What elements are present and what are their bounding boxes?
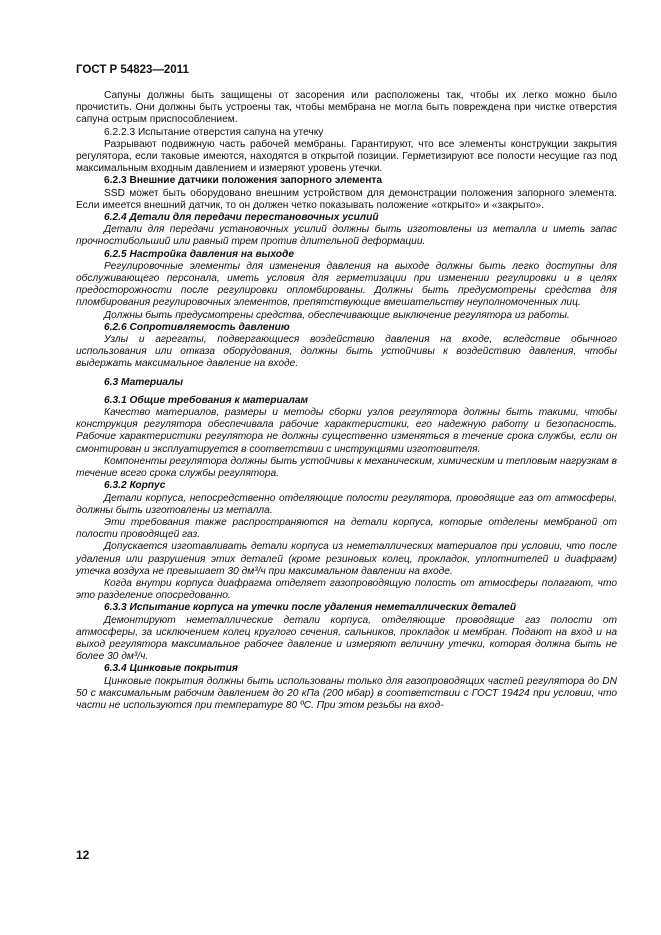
paragraph: Компоненты регулятора должны быть устойчивы к механическим, химическим и тепловым нагрузкам в течение всего срока службы регулятора. <box>76 455 617 480</box>
paragraph: Когда внутри корпуса диафрагма отделяет газопроводящую полость от атмосферы полагают, что это разделение опосредованно. <box>76 577 617 602</box>
paragraph: 6.2.2.3 Испытание отверстия сапуна на утечку <box>104 126 324 138</box>
paragraph: Детали для передачи установочных усилий должны быть изготовлены из металла и иметь запас прочностибольший или равный трем против длительной деформации. <box>76 224 617 248</box>
paragraph: Сапуны должны быть защищены от засорения или расположены так, чтобы их легко можно было прочистить. Они должны быть устроены так, чтобы мембрана не могла быть повреждена при чистке отверстия сапуна острым приспособлением. <box>76 90 617 126</box>
paragraph: Цинковые покрытия должны быть использованы только для газопроводящих частей регулятора до DN 50 с максимальным рабочим давлением до 20 кПа (200 мбар) в соответствии с ГОСТ 19424 при условии, что части не используются при температуре 80 ºС. При этом резьбы на вход- <box>76 675 617 711</box>
document-body <box>76 90 617 712</box>
paragraph: SSD может быть оборудовано внешним устройством для демонстрации положения запорного элемента. Если имеется внешний датчик, то он должен четко показывать положение «открыто» и «закрыто». <box>76 187 617 211</box>
section-heading: 6.2.6 Сопротивляемость давлению <box>104 321 290 333</box>
section-heading: 6.3 Материалы <box>104 376 184 388</box>
paragraph: Допускается изготавливать детали корпуса из неметаллических материалов при условии, что после удаления или разрушения этих деталей (кроме резиновых колец, прокладок, уплотнителей и диафрагм) утечка воздуха не превышает 30 дм³/ч при максимальном давлении на входе. <box>76 541 617 577</box>
section-heading: 6.3.2 Корпус <box>104 480 166 492</box>
section-heading: 6.2.4 Детали для передачи перестановочных усилий <box>104 212 379 224</box>
section-heading: 6.3.4 Цинковые покрытия <box>104 663 238 675</box>
section-heading: 6.3.3 Испытание корпуса на утечки после удаления неметаллических деталей <box>104 602 517 614</box>
document-page <box>76 64 617 712</box>
paragraph: Узлы и агрегаты, подвергающиеся воздействию давления на входе, вследствие обычного использования или отказа оборудования, должны быть устойчивы к воздействию давления, чтобы выдержать максимальное давление на входе. <box>76 334 617 370</box>
paragraph: Демонтируют неметаллические детали корпуса, отделяющие проводящие газ полости от атмосферы, за исключением колец круглого сечения, сальников, прокладок и мембран. Подают на вход и на выход регулятора максимальное рабочее давление и измеряют величину утечки, которая должна быть не более 30 дм³/ч. <box>76 614 617 663</box>
document-header: ГОСТ Р 54823—2011 <box>76 64 189 76</box>
section-heading: 6.3.1 Общие требования к материалам <box>104 394 309 406</box>
section-heading: 6.2.3 Внешние датчики положения запорного элемента <box>104 175 383 187</box>
paragraph: Качество материалов, размеры и методы сборки узлов регулятора должны быть такими, чтобы конструкция регулятора обеспечивала рабочие характеристики, его надежную работу и безопасность. Рабочие характеристики регулятора не должны существенно изменяться в течение срока службы, если он смонтирован и эксплуатируется в соответствии с инструкциями изготовителя. <box>76 407 617 455</box>
page-number: 12 <box>76 848 90 862</box>
paragraph: Разрывают подвижную часть рабочей мембраны. Гарантируют, что все элементы конструкции закрытия регулятора, если таковые имеются, находятся в открытой позиции. Герметизируют все полости несущие газ под максимальным входным давлением и измеряют уровень утечки. <box>76 138 617 175</box>
paragraph: Регулировочные элементы для изменения давления на выходе должны быть легко доступны для обслуживающего персонала, иметь условия для герметизации при изменении регулировки и в целях предосторожности после регулировки опломбированы. Должны быть предусмотрены средства для пломбирования регулировочных элементов, препятствующие вмешательству неуполномоченных лиц. <box>76 260 617 309</box>
paragraph: Детали корпуса, непосредственно отделяющие полости регулятора, проводящие газ от атмосферы, должны быть изготовлены из металла. <box>76 492 617 516</box>
paragraph: Должны быть предусмотрены средства, обеспечивающие выключение регулятора из работы. <box>104 309 570 321</box>
paragraph: Эти требования также распространяются на детали корпуса, которые отделены мембраной от полости проводящей газ. <box>76 516 617 541</box>
section-heading: 6.2.5 Настройка давления на выходе <box>104 248 294 260</box>
